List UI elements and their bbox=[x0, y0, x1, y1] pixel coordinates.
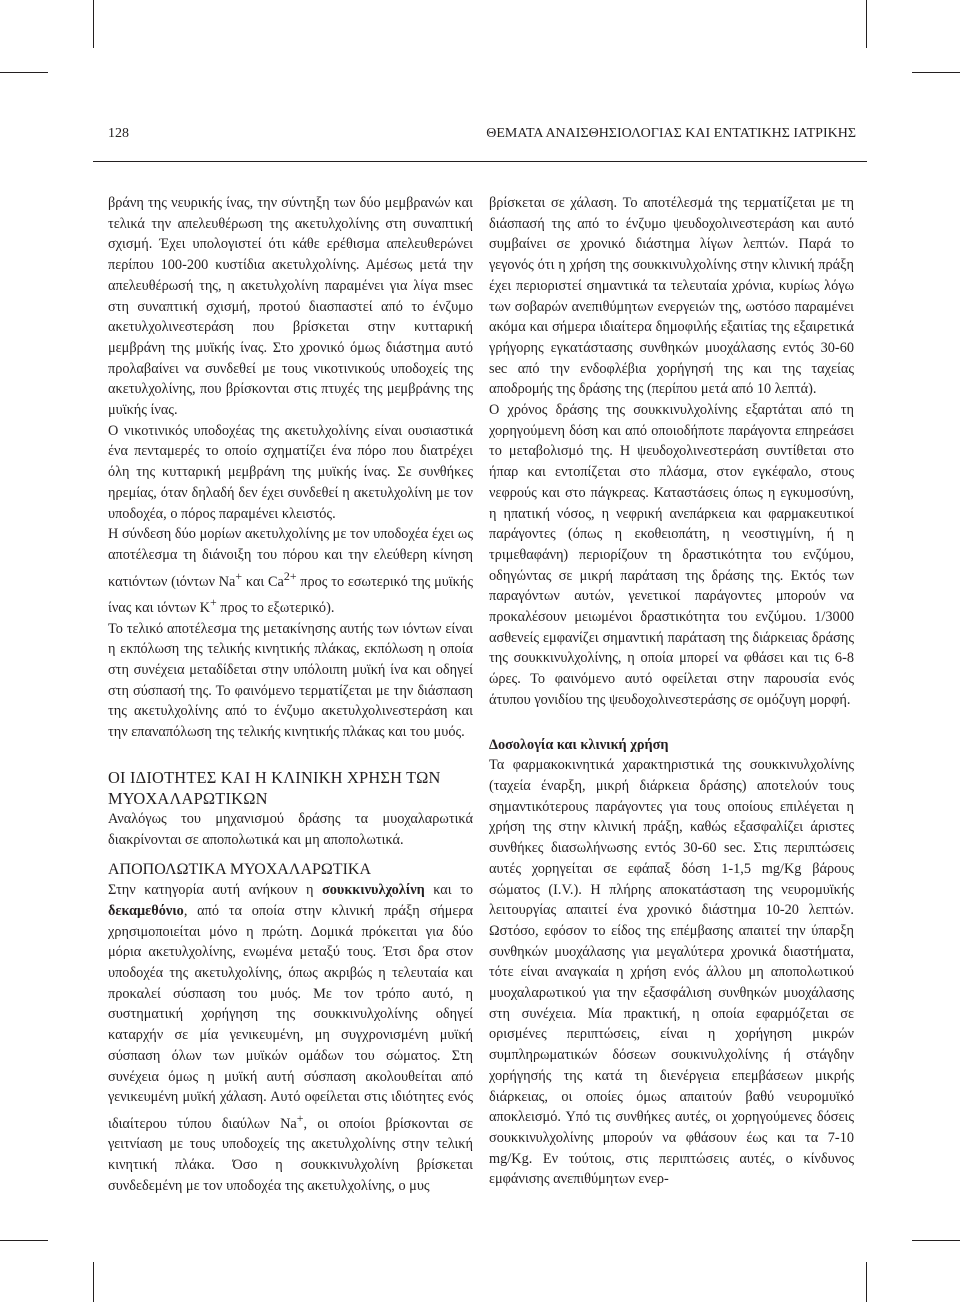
header-rule bbox=[93, 161, 867, 162]
crop-mark-left-top bbox=[0, 72, 48, 73]
crop-mark-top-right bbox=[866, 0, 867, 48]
paragraph: Ο νικοτινικός υποδοχέας της ακετυλχολίνης είναι ουσιαστικά ένα πενταμερές το οποίο σχηματίζει ένα πόρο που διατρέχει όλη της κυτταρική μεμβράνη της μυϊκής ίνας. Σε συνθήκες ηρεμίας, όταν δηλαδή δεν έχει συνδεθεί η ακετυλχολίνη με τον υποδοχέα, ο πόρος παραμένει κλειστός. bbox=[108, 422, 473, 522]
paragraph: Στην κατηγορία αυτή ανήκουν η σουκκινυλχολίνη και το δεκαμεθόνιο, από τα οποία στην κλινική πράξη σήμερα χρησιμοποιείται μόνο η πρώτη. Δομικά πρόκειται για δύο μόρια ακετυλχολίνης, ενωμένα μεταξύ τους. Έτσι δρα στον υποδοχέα της ακετυλχολίνης, όπως ακριβώς η τελευταία και προκαλεί σύσπαση του μυός. Με τον τρόπο αυτό, η συστηματική χορήγηση της σουκκινυλχολίνης οδηγεί καταρχήν σε μία γενικευμένη, μη συγχρονισμένη μυϊκή σύσπαση όλων των μυϊκών ομάδων του σώματος. Στη συνέχεια όμως η μυϊκή αυτή σύσπαση ακολουθείται από γενικευμένη μυϊκή χάλαση. Αυτό οφείλεται στις ιδιότητες ενός ιδιαίτερου τύπου διαύλων Na+, οι οποίοι βρίσκονται σε γειτνίαση με τους υποδοχείς της ακετυλχολίνης στην τελική κινητική πλάκα. Όσο η σουκκινυλχολίνη βρίσκεται συνδεδεμένη με τον υποδοχέα της ακετυλχολίνης, ο μυς bbox=[108, 882, 474, 1194]
subsection-heading: Δοσολογία και κλινική χρήση bbox=[489, 736, 669, 753]
crop-mark-right-top bbox=[912, 72, 960, 73]
running-header bbox=[108, 126, 856, 142]
paragraph: Ο χρόνος δράσης της σουκκινυλχολίνης εξαρτάται από τη χορηγούμενη δόση και από οποιοδήποτε παράγοντα επηρεάσει το μεταβολισμό της. Η ψευδοχολινεστεράση συντίθεται στο ήπαρ και εντοπίζεται στο πλάσμα, στον εγκέφαλο, στους νεφρούς και στο πάγκρεας. Καταστάσεις όπως η εγκυμοσύνη, η ηπατική νόσος, η νεφρική ανεπάρκεια και φαρμακευτικοί παράγοντες (όπως η εκοθειοπάτη, η νεοστιγμίνη, ή η τριμεθαφάνη) περιορίζουν τη δραστικότητα του ενζύμου, οδηγώντας σε μικρή παράταση της δράσης της. Εκτός των παραγόντων αυτών, γενετικοί παράγοντες μπορούν να προκαλέσουν μειωμένοι δραστικότητα του ενζύμου. 1/3000 ασθενείς εμφανίζει σημαντική παράταση της διάρκειας δράσης της σουκκινυλχολίνης, η οποία μπορεί να φθάσει και τις 6-8 ώρες. Το φαινόμενο αυτό οφείλεται στην παρουσία ενός άτυπου γονιδίου της ψευδοχολινεστεράσης σε ομόζυγη μορφή. bbox=[489, 402, 854, 708]
page-number: 128 bbox=[108, 126, 129, 141]
left-column bbox=[108, 193, 473, 1197]
paragraph: Αναλόγως του μηχανισμού δράσης τα μυοχαλαρωτικά διακρίνονται σε αποπολωτικά και μη αποπολωτικά. bbox=[108, 810, 473, 848]
paragraph: Το τελικό αποτέλεσμα της μετακίνησης αυτής των ιόντων είναι η εκπόλωση της τελικής κινητικής πλάκας, εκπόλωση η οποία στη συνέχεια μεταδίδεται στην υπόλοιπη μυϊκή ίνα και οδηγεί στη σύσπασή της. Το φαινόμενο τερματίζεται με την διάσπαση της ακετυλχολίνης από το ένζυμο ακετυλχολινεστεράση και την επαναπόλωση της τελικής κινητικής πλάκας και του μυός. bbox=[108, 620, 473, 741]
crop-mark-bottom-right bbox=[866, 1262, 867, 1302]
crop-mark-bottom-left bbox=[93, 1262, 94, 1302]
crop-mark-right-bottom bbox=[912, 1240, 960, 1241]
crop-mark-left-bottom bbox=[0, 1240, 48, 1241]
subsection-heading: ΑΠΟΠΟΛΩΤΙΚΑ ΜΥΟΧΑΛΑΡΩΤΙΚΑ bbox=[108, 861, 372, 879]
journal-title: ΘΕΜΑΤΑ ΑΝΑΙΣΘΗΣΙΟΛΟΓΙΑΣ ΚΑΙ ΕΝΤΑΤΙΚΗΣ ΙΑΤΡΙΚΗΣ bbox=[486, 126, 856, 141]
paragraph: Τα φαρμακοκινητικά χαρακτηριστικά της σουκκινυλχολίνης (ταχεία έναρξη, μικρή διάρκεια δράσης) αποτελούν τους σημαντικότερους παράγοντες για τους οποίους επιλέγεται η χρήση της στην κλινική πράξη, καθώς εξασφαλίζει άριστες συνθήκες διασωλήνωσης εντός 30-60 sec. Στις περιπτώσεις αυτές χορηγείται σε εφάπαξ δόση 1-1,5 mg/Kg βάρους σώματος (I.V.). Η πλήρης αποκατάσταση της νευρομυϊκής λειτουργίας απαιτεί ένα χρονικό διάστημα 10-20 λεπτών. Ωστόσο, εφόσον το είδος της επέμβασης απαιτεί την ύπαρξη συνθηκών μυοχάλασης για μεγαλύτερα χρονικά διαστήματα, τότε είναι αναγκαία η χρήση ενός άλλου μη αποπολωτικού μυοχαλαρωτικού για την εξασφάλιση συνθηκών μυοχάλασης στη συνέχεια. Μία πρακτική, η οποία εφαρμόζεται σε ορισμένες περιπτώσεις, είναι η χορήγηση μικρών συμπληρωματικών δόσεων σουκινυλχολίνης ή στάγδην χορήγησής της κατά τη διενέργεια επεμβάσεων μικρής διάρκειας, οι οποίες όμως απαιτούν βαθύ νευρομυϊκό αποκλεισμό. Υπό τις συνθήκες αυτές, οι χορηγούμενες δόσεις σουκκινυλχολίνης μπορούν να φθάσουν έως και τα 7-10 mg/Kg. Εν τούτοις, στις περιπτώσεις αυτές, ο κίνδυνος εμφάνισης ανεπιθύμητων ενερ- bbox=[489, 757, 854, 1188]
right-column bbox=[489, 193, 854, 1190]
paragraph: Η σύνδεση δύο μορίων ακετυλχολίνης με τον υποδοχέα έχει ως αποτέλεσμα τη διάνοιξη του πόρου και την ελεύθερη κίνηση κατιόντων (ιόντων Na+ και $Ca^{2+}$ προς το εσωτερικό της μυϊκής ίνας και ιόντων K+ προς το εξωτερικό). bbox=[108, 526, 474, 616]
paragraph: βρίσκεται σε χάλαση. Το αποτέλεσμά της τερματίζεται με τη διάσπασή της από το ένζυμο ψευδοχολινεστεράση και αυτό συμβαίνει σε χρονικό διάστημα λίγων λεπτών. Παρά το γεγονός ότι η χρήση της σουκκινυλχολίνης στην κλινική πράξη έχει περιοριστεί σημαντικά τα τελευταία χρόνια, κυρίως λόγω των σοβαρών ανεπιθύμητων ενεργειών της, ωστόσο παραμένει ακόμα και σήμερα ιδιαίτερα δημοφιλής εξαιτίας της εξαιρετικά γρήγορης εγκατάστασης συνθηκών μυοχάλασης εντός 30-60 sec από την ενδοφλέβια χορήγησή της και της ταχείας αποδρομής της δράσης της (περίπου μετά από 10 λεπτά). bbox=[489, 195, 854, 398]
crop-mark-top-left bbox=[93, 0, 94, 48]
paragraph: βράνη της νευρικής ίνας, την σύντηξη των δύο μεμβρανών και τελικά την απελευθέρωση της ακετυλχολίνης στη συναπτική σχισμή. Έχει υπολογιστεί ότι κάθε ερέθισμα απελευθερώνει περίπου 100-200 κυστίδια ακετυλχολίνης. Αμέσως μετά την απελευθέρωσή της, η ακετυλχολίνη παραμένει για λίγα msec στη συναπτική σχισμή, προτού διασπαστεί από το ένζυμο ακετυλχολινεστεράση που βρίσκεται στην κυτταρική μεμβράνη της μυϊκής ίνας. Στο χρονικό όμως διάστημα αυτό προλαβαίνει να συνδεθεί με τους νικοτινικούς υποδοχείς της ακετυλχολίνης, που βρίσκονται στις πτυχές της μεμβράνης της μυϊκής ίνας. bbox=[108, 195, 473, 419]
section-heading: ΟΙ ΙΔΙΟΤΗΤΕΣ ΚΑΙ Η ΚΛΙΝΙΚΗ ΧΡΗΣΗ ΤΩΝ ΜΥΟΧΑΛΑΡΩΤΙΚΩΝ bbox=[108, 767, 441, 808]
